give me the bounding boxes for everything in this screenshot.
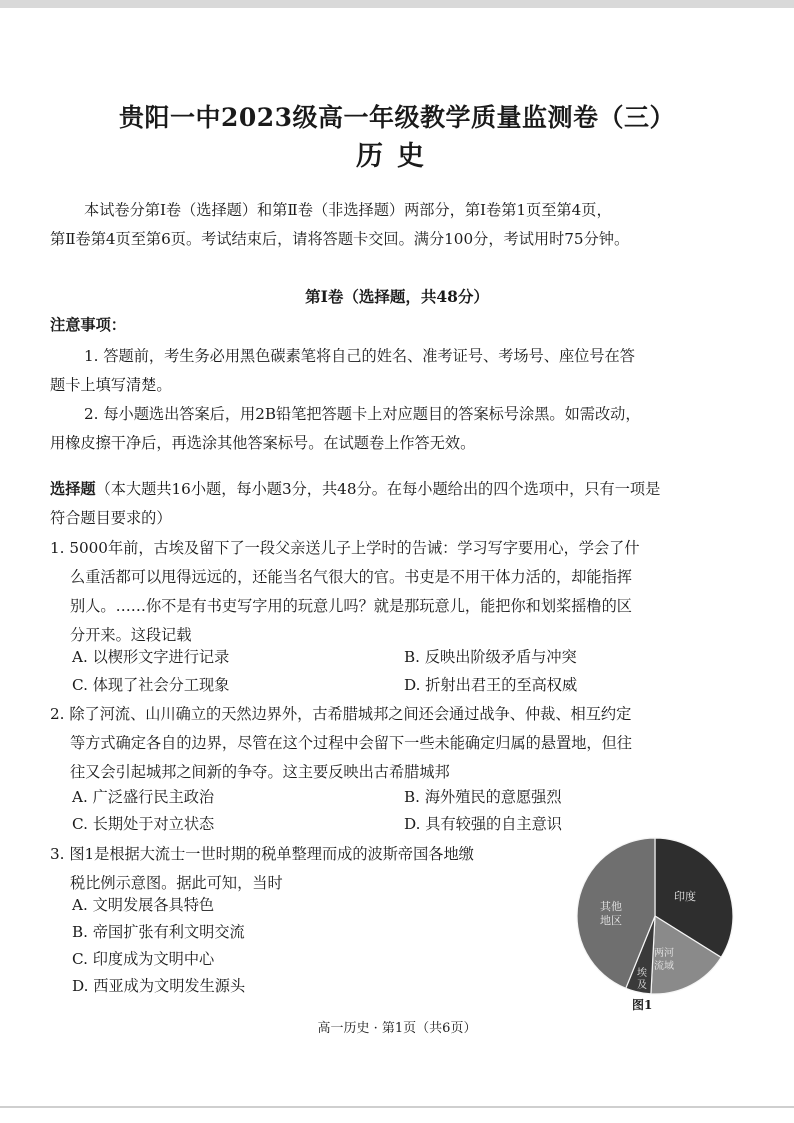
option-1d[interactable]: D. 折射出君王的至高权威 [404, 676, 578, 694]
option-2c[interactable]: C. 长期处于对立状态 [72, 815, 215, 833]
mc-instruction [50, 475, 740, 533]
option-2d[interactable]: D. 具有较强的自主意识 [404, 815, 562, 833]
question-1 [50, 534, 740, 650]
notes-heading: 注意事项： [50, 316, 126, 334]
question-line: 等方式确定各自的边界，尽管在这个过程中会留下一些未能确定归属的悬置地，但往 [70, 734, 632, 752]
option-3a[interactable]: A. 文明发展各具特色 [72, 896, 215, 914]
tax-share-pie-figure [575, 836, 735, 996]
label-lianghe-2: 流域 [654, 961, 674, 972]
question-2 [50, 700, 740, 787]
option-3b[interactable]: B. 帝国扩张有利文明交流 [72, 923, 245, 941]
question-line: 么重活都可以甩得远远的，还能当名气很大的官。书吏是不用干体力活的，却能指挥 [70, 568, 632, 586]
label-india: 印度 [674, 890, 696, 903]
intro-paragraph [50, 196, 740, 254]
section-title: 第Ⅰ卷（选择题，共48分） [305, 287, 489, 306]
question-line: 别人。……你不是有书吏写字用的玩意儿吗？就是那玩意儿，能把你和划桨摇橹的区 [70, 597, 632, 615]
bottom-border [0, 1106, 794, 1108]
question-line: 3. 图1是根据大流士一世时期的税单整理而成的波斯帝国各地缴 [50, 845, 474, 863]
note-line: 题卡上填写清楚。 [50, 376, 172, 394]
question-line: 税比例示意图。据此可知，当时 [70, 874, 283, 892]
mc-instruction-text: （本大题共16小题，每小题3分，共48分。在每小题给出的四个选项中，只有一项是 [95, 480, 661, 498]
option-1c[interactable]: C. 体现了社会分工现象 [72, 676, 230, 694]
question-3 [50, 840, 570, 898]
subject-title: 历史 [356, 141, 438, 172]
question-line: 往又会引起城邦之间新的争夺。这主要反映出古希腊城邦 [70, 763, 450, 781]
note-line: 1. 答题前，考生务必用黑色碳素笔将自己的姓名、准考证号、考场号、座位号在答 [84, 347, 635, 365]
option-2a[interactable]: A. 广泛盛行民主政治 [72, 788, 215, 806]
figure-caption: 图1 [632, 998, 653, 1012]
option-1a[interactable]: A. 以楔形文字进行记录 [72, 648, 230, 666]
mc-heading: 选择题 [50, 480, 96, 498]
note-line: 2. 每小题选出答案后，用2B铅笔把答题卡上对应题目的答案标号涂黑。如需改动， [84, 405, 641, 423]
option-1b[interactable]: B. 反映出阶级矛盾与冲突 [404, 648, 577, 666]
notes-block [50, 311, 740, 458]
question-line: 2. 除了河流、山川确立的天然边界外，古希腊城邦之间还会通过战争、仲裁、相互约定 [50, 705, 632, 723]
label-lianghe-1: 两河 [654, 948, 674, 959]
label-other-2: 地区 [600, 914, 622, 927]
intro-line: 第Ⅱ卷第4页至第6页。考试结束后，请将答题卡交回。满分100分，考试用时75分钟。 [50, 230, 630, 248]
question-line: 分开来。这段记载 [70, 626, 192, 644]
option-3c[interactable]: C. 印度成为文明中心 [72, 950, 215, 968]
note-line: 用橡皮擦干净后，再选涂其他答案标号。在试题卷上作答无效。 [50, 434, 476, 452]
option-3d[interactable]: D. 西亚成为文明发生源头 [72, 977, 246, 995]
page-footer: 高一历史 · 第1页（共6页） [317, 1021, 477, 1036]
label-egypt-2: 及 [637, 980, 647, 991]
option-2b[interactable]: B. 海外殖民的意愿强烈 [404, 788, 562, 806]
label-other-1: 其他 [600, 900, 622, 913]
mc-instruction-text: 符合题目要求的） [50, 509, 172, 527]
question-line: 1. 5000年前，古埃及留下了一段父亲送儿子上学时的告诫：学习写字要用心，学会了什 [50, 539, 640, 557]
intro-line: 本试卷分第Ⅰ卷（选择题）和第Ⅱ卷（非选择题）两部分，第Ⅰ卷第1页至第4页， [84, 201, 612, 219]
exam-title: 贵阳一中2023级高一年级教学质量监测卷（三） [118, 103, 676, 132]
label-egypt-1: 埃 [637, 968, 647, 979]
